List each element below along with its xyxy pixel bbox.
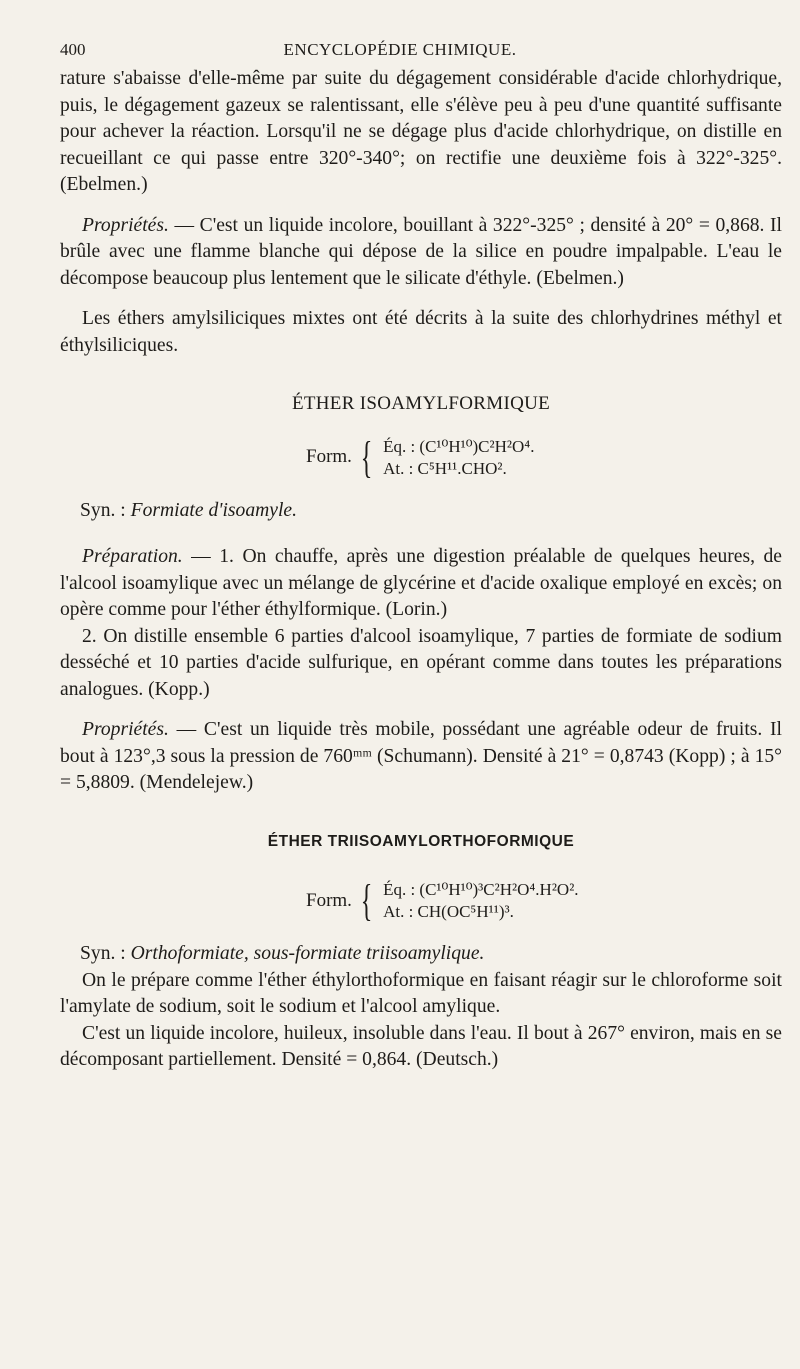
properties-text-isoamyl: — C'est un liquide très mobile, possédant une agréable odeur de fruits. Il bout à 123°,3 sous la pression de 760ᵐᵐ (Schumann). Densité à 21° = 0,8743 (Kopp) ; à 15° = 5,8809. (Mendelejew.) — [60, 719, 782, 793]
brace-icon: { — [360, 432, 373, 482]
formula-label-2: Form. — [306, 889, 352, 911]
formula-block — [306, 432, 782, 484]
formula-rows-2 — [383, 879, 578, 923]
running-title: ENCYCLOPÉDIE CHIMIQUE. — [283, 40, 517, 59]
synonym-line — [60, 498, 782, 525]
page-number: 400 — [60, 40, 86, 59]
formula-rows — [383, 436, 534, 480]
formula-atomic: At. : C⁵H¹¹.CHO². — [383, 458, 507, 478]
formula-equivalent: Éq. : (C¹⁰H¹⁰)C²H²O⁴. — [383, 436, 535, 456]
brace-icon: { — [360, 876, 373, 925]
formula-atomic-2: At. : CH(OC⁵H¹¹)³. — [383, 902, 514, 921]
formula-label: Form. — [306, 446, 352, 468]
synonym-label: Syn. : — [80, 499, 131, 521]
preparation-text-1: — 1. On chauffe, après une digestion préalable de quelques heures, de l'alcool isoamylique avec un mélange de glycérine et d'acide oxalique employé en excès; on opère comme pour l'éther éthylformique. (Lorin.) — [60, 546, 782, 620]
paragraph-preparation-triisoamyl: On le prépare comme l'éther éthylorthoformique en faisant réagir sur le chloroforme soit l'amylate de sodium, soit le sodium et l'alcool amylique. — [60, 969, 782, 1017]
properties-label: Propriétés. — [82, 214, 169, 236]
formula-block-2 — [306, 875, 782, 927]
paragraph-amyl-ethers: Les éthers amylsiliciques mixtes ont été décrits à la suite des chlorhydrines méthyl et éthylsiliciques. — [60, 308, 782, 356]
running-head — [60, 40, 740, 62]
paragraph-properties — [60, 213, 782, 293]
properties-text: — C'est un liquide incolore, bouillant à 322°-325° ; densité à 20° = 0,868. Il brûle avec une flamme blanche qui dépose de la silice en poudre impalpable. L'eau le décompose beaucoup plus lentement que le silicate d'éthyle. (Ebelmen.) — [60, 214, 782, 289]
properties-label-isoamyl: Propriétés. — [82, 719, 169, 740]
paragraph-continued: rature s'abaisse d'elle-même par suite du dégagement considérable d'acide chlorhydrique, puis, le dégagement gazeux se ralentissant, elle s'élève peu à peu d'une quantité suffisante pour achever la réaction. Lorsqu'il ne se dégage plus d'acide chlorhydrique, on distille en recueillant ce qui passe entre 320°-340°; on rectifie une deuxième fois à 322°-325°. (Ebelmen.) — [60, 68, 782, 195]
preparation-label: Préparation. — [82, 546, 183, 567]
synonym-name-2: Orthoformiate, sous-formiate triisoamylique. — [130, 943, 485, 964]
paragraph-preparation-1 — [60, 544, 782, 624]
synonym-name: Formiate d'isoamyle. — [130, 499, 297, 521]
paragraph-preparation-2: 2. On distille ensemble 6 parties d'alcool isoamylique, 7 parties de formiate de sodium desséché et 10 parties d'acide sulfurique, en opérant comme dans toutes les préparations analogues. (Kopp.) — [60, 625, 782, 700]
formula-equivalent-2: Éq. : (C¹⁰H¹⁰)³C²H²O⁴.H²O². — [383, 880, 579, 899]
page-content — [60, 66, 782, 1074]
synonym-label-2: Syn. : — [80, 943, 131, 964]
section-title-isoamylformique: ÉTHER ISOAMYLFORMIQUE — [291, 393, 551, 414]
section-title-triisoamylorthoformique: ÉTHER TRIISOAMYLORTHOFORMIQUE — [267, 832, 575, 850]
synonym-line-2 — [60, 941, 782, 968]
paragraph-properties-triisoamyl: C'est un liquide incolore, huileux, insoluble dans l'eau. Il bout à 267° environ, mais en se décomposant partiellement. Densité = 0,864. (Deutsch.) — [60, 1022, 782, 1070]
paragraph-properties-isoamyl — [60, 717, 782, 797]
